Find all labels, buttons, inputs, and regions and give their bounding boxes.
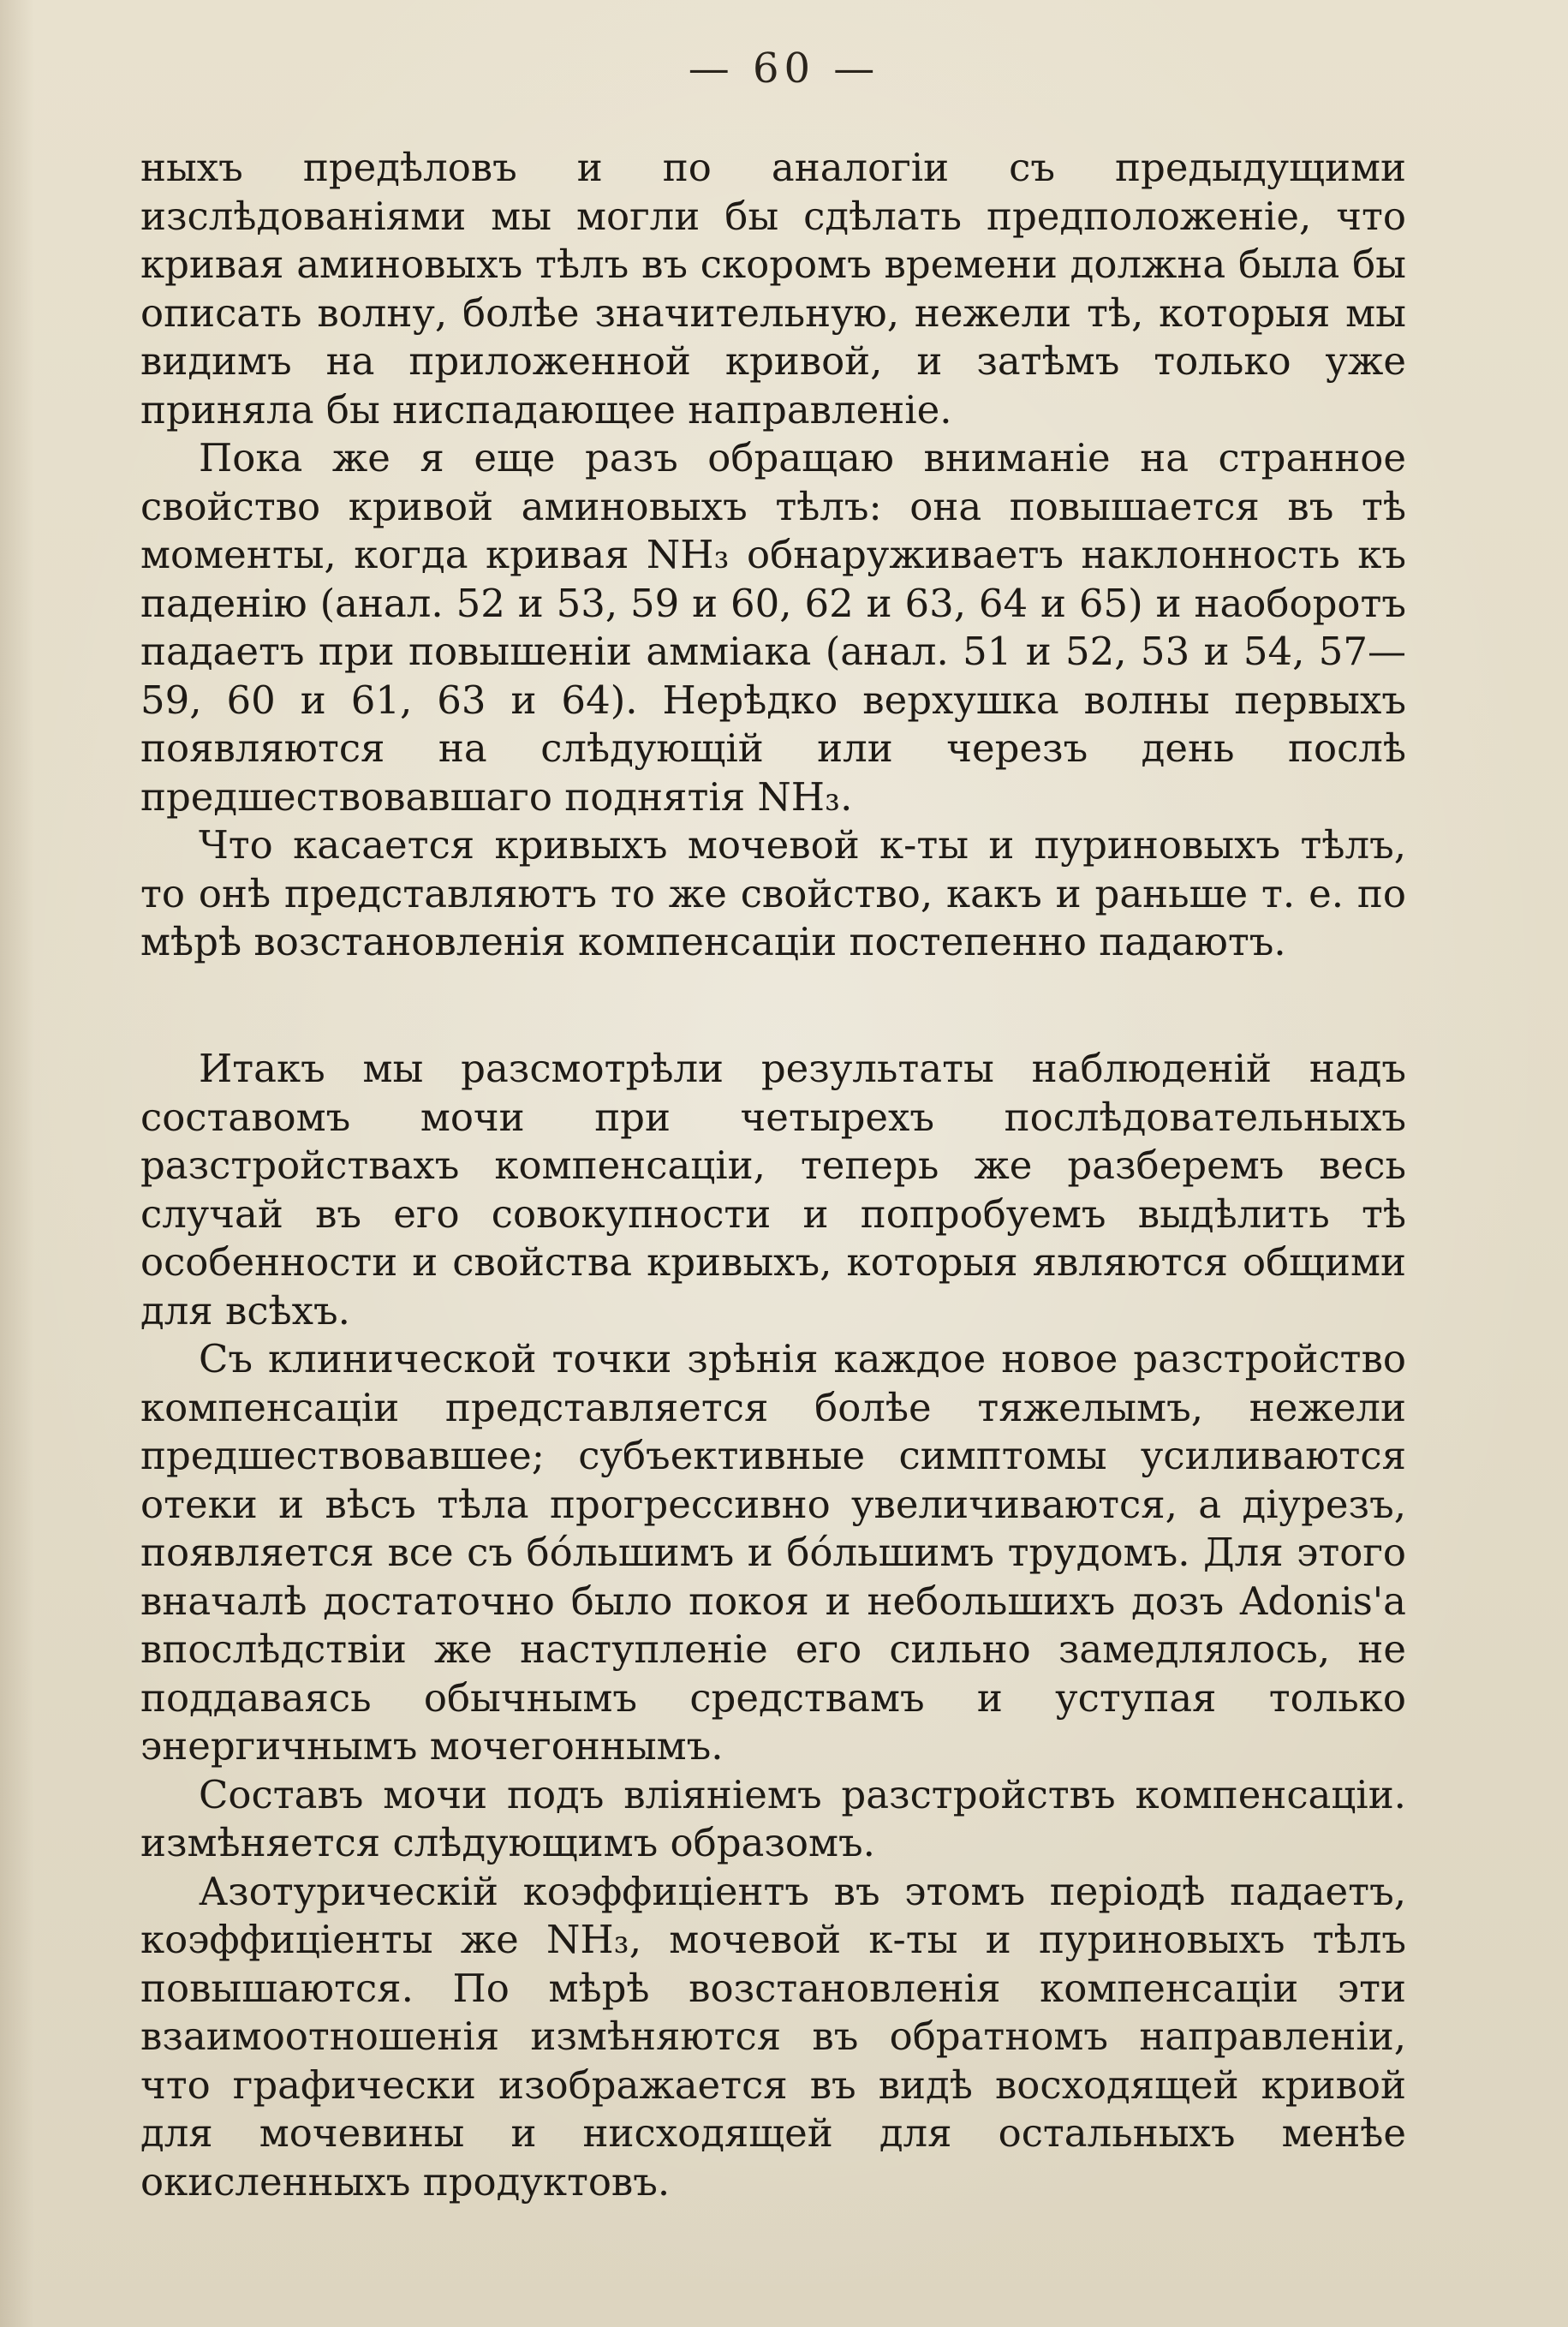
paragraph: Итакъ мы разсмотрѣли результаты наблюденій надъ составомъ мочи при четырехъ послѣдовательныхъ разстройствахъ компенсаціи, теперь же разберемъ весь случай въ его совокупности и попробуемъ выдѣлить тѣ особенности и свойства кривыхъ, которыя являются общими для всѣхъ. (140, 1046, 1406, 1334)
page-number: — 60 — (688, 45, 880, 92)
text-section-1 (140, 144, 1406, 967)
paragraph: Азотурическій коэффиціентъ въ этомъ періодѣ падаетъ, коэффиціенты же NH₃, мочевой к-ты и пуриновыхъ тѣлъ повышаются. По мѣрѣ возстановленія компенсаціи эти взаимоотношенія измѣняются въ обратномъ направленіи, что графически изображается въ видѣ восходящей кривой для мочевины и нисходящей для остальныхъ менѣе окисленныхъ продуктовъ. (140, 1868, 1406, 2205)
page-edge-shadow (0, 0, 34, 2327)
paragraph: Пока же я еще разъ обращаю вниманіе на странное свойство кривой аминовыхъ тѣлъ: она повышается въ тѣ моменты, когда кривая NH₃ обнаруживаетъ наклонность къ паденію (анал. 52 и 53, 59 и 60, 62 и 63, 64 и 65) и наоборотъ падаетъ при повышеніи аммiака (анал. 51 и 52, 53 и 54, 57—59, 60 и 61, 63 и 64). Нерѣдко верхушка волны первыхъ появляются на слѣдующій или черезъ день послѣ предшествовавшаго поднятія NH₃. (140, 435, 1406, 820)
paragraph: Съ клинической точки зрѣнія каждое новое разстройство компенсаціи представляется болѣе тяжелымъ, нежели предшествовавшее; субъективные симптомы усиливаются отеки и вѣсъ тѣла прогрессивно увеличиваются, а діурезъ, появляется все съ бóльшимъ и бóльшимъ трудомъ. Для этого вначалѣ достаточно было покоя и небольшихъ дозъ Adonis'а впослѣдствіи же наступленіе его сильно замедлялось, не поддаваясь обычнымъ средствамъ и уступая только энергичнымъ мочегоннымъ. (140, 1336, 1406, 1769)
text-section-2 (140, 1045, 1406, 2206)
paragraph: ныхъ предѣловъ и по аналогіи съ предыдущими изслѣдованіями мы могли бы сдѣлать предположеніе, что кривая аминовыхъ тѣлъ въ скоромъ времени должна была бы описать волну, болѣе значительную, нежели тѣ, которыя мы видимъ на приложенной кривой, и затѣмъ только уже приняла бы ниспадающее направленіе. (140, 145, 1406, 433)
paragraph: Что касается кривыхъ мочевой к-ты и пуриновыхъ тѣлъ, то онѣ представляютъ то же свойство, какъ и раньше т. е. по мѣрѣ возстановленія компенсаціи постепенно падаютъ. (140, 822, 1406, 964)
paragraph: Составъ мочи подъ вліяніемъ разстройствъ компенсаціи. измѣняется слѣдующимъ образомъ. (140, 1771, 1406, 1865)
